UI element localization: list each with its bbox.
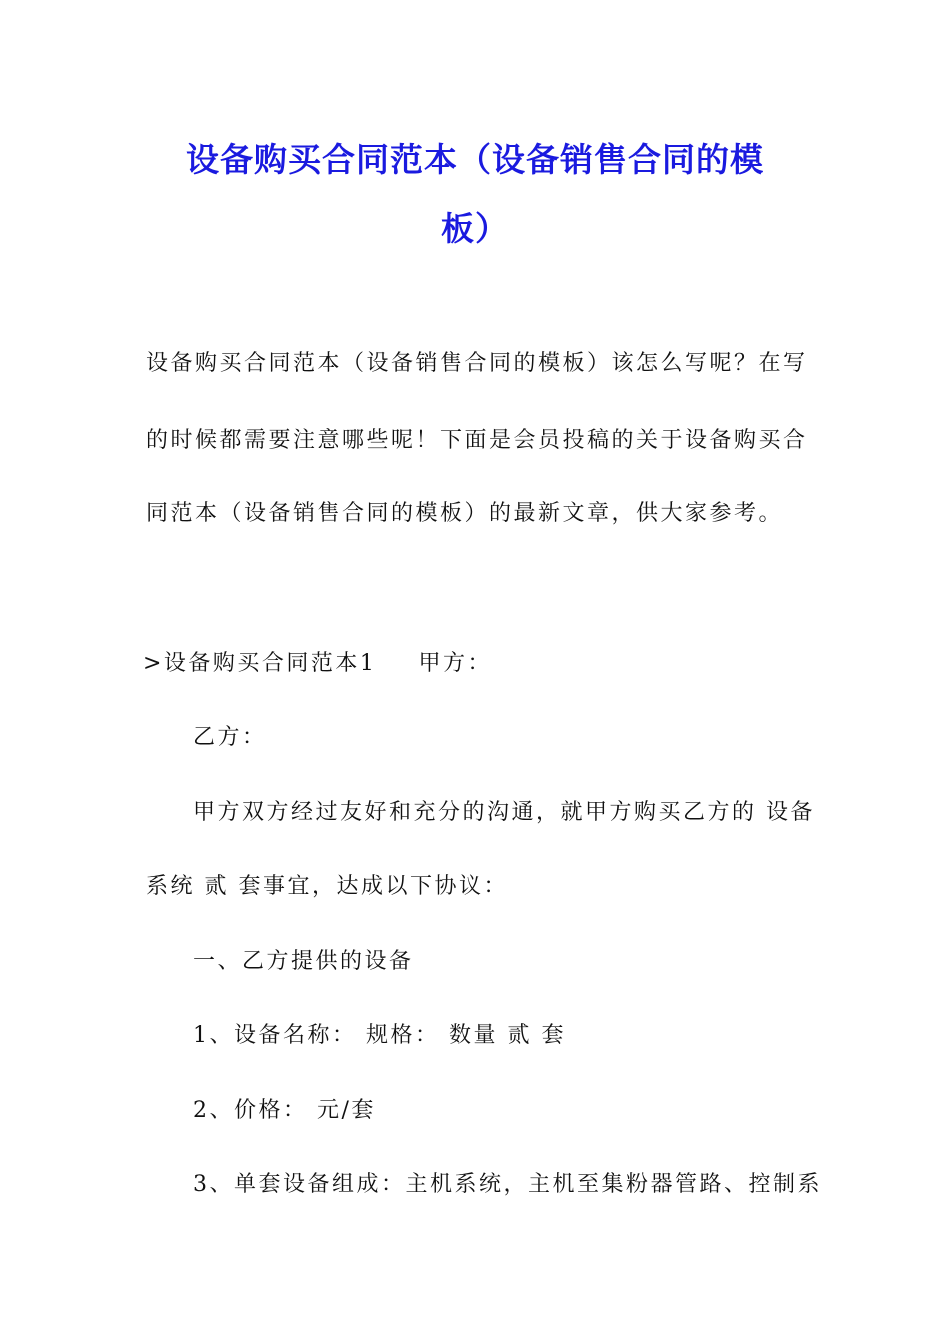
intro-line-1: 设备购买合同范本（设备销售合同的模板）该怎么写呢？在写 [146, 351, 808, 376]
clause-1-item-2: 2、价格： 元/套 [193, 1098, 376, 1123]
party-b-label: 乙方： [193, 725, 267, 750]
clause-1-item-1: 1、设备名称： 规格： 数量 贰 套 [193, 1023, 566, 1048]
section-heading-row [143, 646, 492, 677]
document-title-line-2: 板） [441, 209, 509, 248]
section-heading: >设备购买合同范本1 [143, 651, 377, 676]
clause-1-heading: 一、乙方提供的设备 [193, 949, 414, 974]
clause-1-item-3: 3、单套设备组成：主机系统，主机至集粉器管路、控制系 [193, 1172, 822, 1197]
document-title-line-1: 设备购买合同范本（设备销售合同的模 [186, 140, 764, 179]
paragraph-1-line-1: 甲方双方经过友好和充分的沟通，就甲方购买乙方的 设备 [193, 800, 815, 825]
intro-line-2: 的时候都需要注意哪些呢！下面是会员投稿的关于设备购买合 [146, 428, 808, 453]
paragraph-1-line-2: 系统 贰 套事宜，达成以下协议： [146, 874, 508, 899]
party-a-label: 甲方： [418, 651, 492, 676]
intro-line-3: 同范本（设备销售合同的模板）的最新文章，供大家参考。 [146, 501, 784, 526]
